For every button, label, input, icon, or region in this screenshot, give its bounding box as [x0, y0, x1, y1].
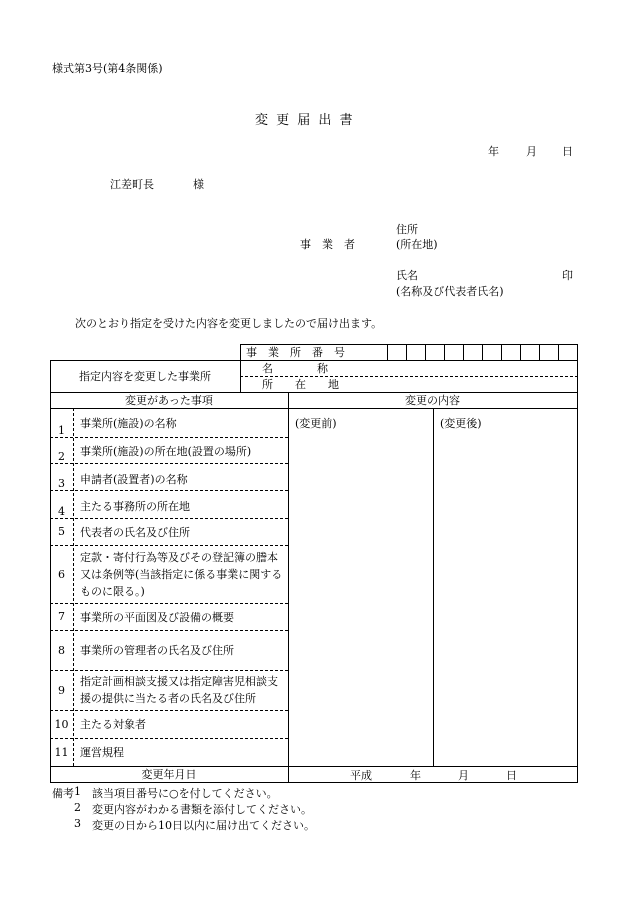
item-number[interactable]: 3 — [58, 477, 65, 490]
office-number-box[interactable] — [520, 344, 521, 360]
notes-heading: 備考 — [52, 787, 74, 800]
change-date-era: 平成 — [350, 769, 372, 782]
office-location-field[interactable] — [402, 376, 576, 392]
item-number[interactable]: 1 — [58, 424, 65, 437]
item-number[interactable]: 4 — [58, 505, 65, 518]
name-label: 氏名 — [396, 269, 418, 282]
item-number[interactable]: 11 — [54, 745, 69, 759]
office-number-box[interactable] — [558, 344, 559, 360]
change-date-day[interactable]: 日 — [506, 769, 517, 782]
after-label: (変更後) — [440, 417, 482, 430]
table-border — [577, 344, 578, 782]
before-label: (変更前) — [295, 417, 337, 430]
office-name-field[interactable] — [402, 360, 576, 376]
office-number-box[interactable] — [444, 344, 445, 360]
item-text: 事業所の平面図及び設備の概要 — [80, 610, 234, 624]
address-label: 住所 — [396, 223, 418, 236]
office-location-label: 所 在 地 — [262, 378, 339, 391]
table-border — [50, 782, 578, 783]
date-month: 月 — [526, 145, 537, 158]
item-text: 指定計画相談支援又は指定障害児相談支援の提供に当たる者の氏名及び住所 — [80, 675, 278, 705]
office-number-box[interactable] — [387, 344, 388, 360]
addressee-name: 江差町長 — [110, 178, 154, 191]
item-text: 事業所(施設)の名称 — [80, 417, 177, 430]
item-number[interactable]: 10 — [54, 717, 69, 731]
row-divider — [50, 545, 288, 546]
date-day: 日 — [562, 145, 573, 158]
item-text: 定款・寄付行為等及びその登記簿の謄本又は条例等(当該指定に係る事業に関するものに限る。) — [80, 550, 283, 598]
office-number-box[interactable] — [463, 344, 464, 360]
table-border — [50, 408, 578, 409]
address-sub-label: (所在地) — [396, 238, 438, 251]
note-number: 1 — [74, 785, 81, 798]
change-content-header: 変更の内容 — [405, 394, 460, 407]
item-number[interactable]: 2 — [58, 450, 65, 463]
applicant-label: 事 業 者 — [300, 238, 355, 251]
office-number-box[interactable] — [501, 344, 502, 360]
before-content-field[interactable] — [289, 432, 432, 764]
item-text: 主たる事務所の所在地 — [80, 500, 190, 513]
row-divider — [50, 490, 288, 491]
office-number-box[interactable] — [539, 344, 540, 360]
office-number-label: 事 業 所 番 号 — [246, 346, 345, 359]
name-sub-label: (名称及び代表者氏名) — [396, 285, 504, 298]
item-number[interactable]: 8 — [58, 643, 65, 657]
row-divider — [50, 670, 288, 671]
item-number[interactable]: 5 — [58, 525, 65, 538]
change-date-month[interactable]: 月 — [458, 769, 469, 782]
row-divider — [50, 463, 288, 464]
office-number-box[interactable] — [482, 344, 483, 360]
office-changed-label: 指定内容を変更した事業所 — [79, 370, 211, 383]
item-text: 申請者(設置者)の名称 — [80, 473, 188, 486]
after-content-field[interactable] — [434, 432, 576, 764]
form-id: 様式第3号(第4条関係) — [52, 62, 163, 75]
note-text: 変更内容がわかる書類を添付してください。 — [92, 803, 312, 816]
office-number-box[interactable] — [406, 344, 407, 360]
number-column-divider — [73, 408, 74, 766]
change-date-year[interactable]: 年 — [410, 769, 421, 782]
intro-text: 次のとおり指定を受けた内容を変更しましたので届け出ます。 — [75, 317, 383, 330]
item-text: 主たる対象者 — [80, 718, 146, 731]
seal-mark: 印 — [562, 269, 573, 282]
date-year: 年 — [488, 145, 499, 158]
note-number: 2 — [74, 801, 81, 814]
item-number[interactable]: 9 — [58, 683, 65, 697]
page-title: 変 更 届 出 書 — [255, 113, 355, 128]
note-text: 該当項目番号に○を付してください。 — [92, 787, 278, 800]
changed-items-header: 変更があった事項 — [125, 394, 213, 407]
item-number[interactable]: 6 — [58, 567, 65, 581]
table-border — [240, 344, 241, 392]
item-text: 事業所(施設)の所在地(設置の場所) — [80, 445, 252, 458]
note-number: 3 — [74, 817, 81, 830]
office-number-box[interactable] — [425, 344, 426, 360]
item-text: 代表者の氏名及び住所 — [80, 525, 190, 539]
item-text: 事業所の管理者の氏名及び住所 — [80, 644, 234, 657]
item-number[interactable]: 7 — [58, 610, 65, 623]
row-divider — [50, 437, 288, 438]
change-date-label: 変更年月日 — [141, 768, 197, 781]
office-name-label: 名 称 — [262, 362, 328, 375]
note-text: 変更の日から10日以内に届け出てください。 — [92, 819, 315, 832]
item-text: 運営規程 — [80, 746, 124, 759]
addressee-honorific: 様 — [193, 178, 204, 191]
